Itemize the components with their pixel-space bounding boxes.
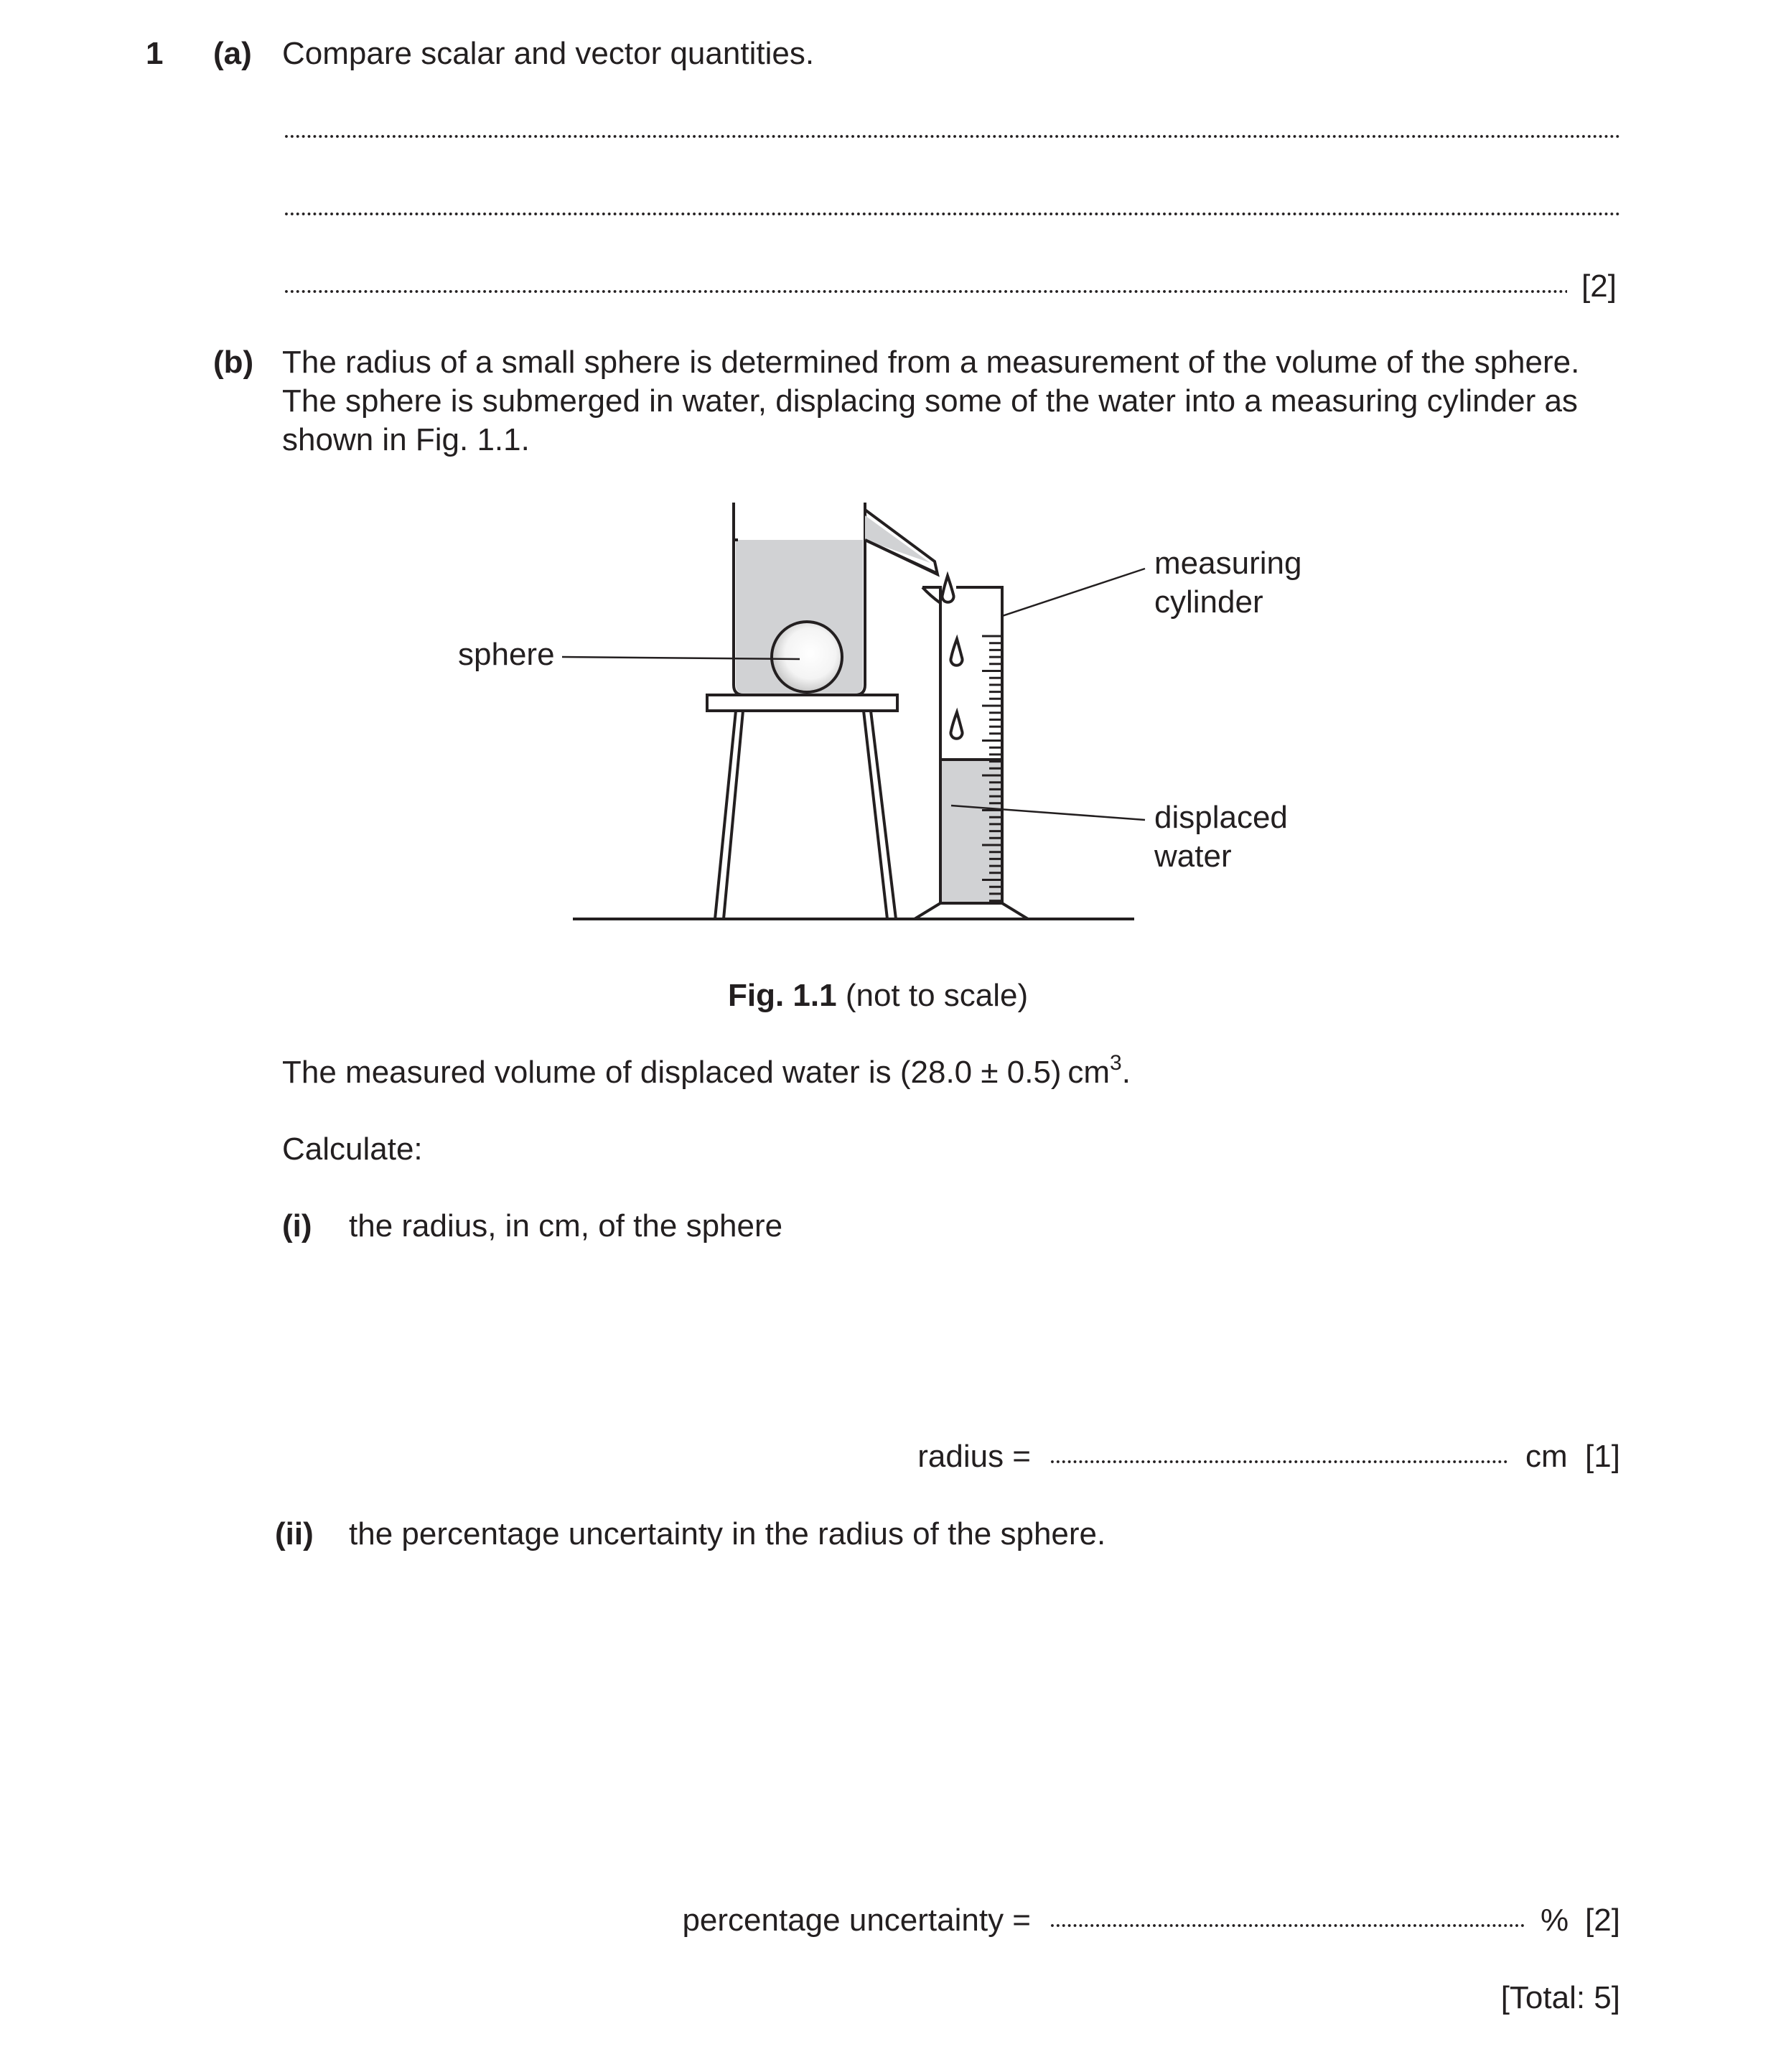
label-measuring: measuring	[1154, 546, 1302, 581]
volume-exponent: 3	[1110, 1051, 1122, 1075]
volume-text: The measured volume of displaced water is (28.0 ± 0.5) cm	[282, 1055, 1111, 1090]
part-b-line-2: The sphere is submerged in water, displacing some of the water into a measuring cylinder as	[282, 383, 1578, 419]
label-cylinder: cylinder	[1154, 584, 1263, 620]
radius-answer-label: radius =	[917, 1439, 1031, 1474]
water-drops	[943, 576, 963, 739]
part-b-line-3: shown in Fig. 1.1.	[282, 422, 530, 457]
volume-statement	[282, 1053, 1131, 1092]
total-marks: [Total: 5]	[1500, 1980, 1620, 2015]
question-number: 1	[146, 36, 164, 71]
answer-line-a-3[interactable]	[284, 289, 1567, 294]
sub-i-label: (i)	[282, 1208, 312, 1243]
part-b-label: (b)	[213, 345, 254, 380]
uncertainty-unit: %	[1541, 1903, 1569, 1938]
sub-i-marks: [1]	[1585, 1439, 1620, 1474]
radius-answer-line[interactable]	[1050, 1459, 1507, 1465]
part-a-prompt: Compare scalar and vector quantities.	[282, 36, 815, 71]
caption-bold: Fig. 1.1	[728, 978, 837, 1013]
part-a-label: (a)	[213, 36, 252, 71]
label-sphere: sphere	[458, 637, 555, 672]
label-water: water	[1154, 839, 1232, 874]
radius-unit: cm	[1525, 1439, 1568, 1474]
caption-rest: (not to scale)	[836, 978, 1029, 1013]
part-b-line-1: The radius of a small sphere is determined from a measurement of the volume of the sphere.	[282, 345, 1580, 380]
figure-1-1	[445, 495, 1378, 943]
figure-caption	[728, 976, 1028, 1015]
label-displaced: displaced	[1154, 800, 1288, 835]
sub-ii-prompt: the percentage uncertainty in the radius of the sphere.	[349, 1516, 1106, 1551]
volume-period: .	[1121, 1055, 1131, 1090]
calculate-label: Calculate:	[282, 1131, 423, 1167]
answer-line-a-1[interactable]	[284, 134, 1620, 139]
stand	[707, 695, 897, 919]
sub-ii-marks: [2]	[1585, 1903, 1620, 1938]
part-a-marks: [2]	[1581, 269, 1617, 304]
sub-ii-label: (ii)	[275, 1516, 314, 1551]
uncertainty-answer-line[interactable]	[1050, 1923, 1525, 1928]
answer-line-a-2[interactable]	[284, 211, 1620, 217]
uncertainty-answer-label: percentage uncertainty =	[682, 1903, 1031, 1938]
measuring-cylinder	[915, 587, 1028, 919]
sub-i-prompt: the radius, in cm, of the sphere	[349, 1208, 783, 1243]
sphere	[772, 622, 842, 692]
